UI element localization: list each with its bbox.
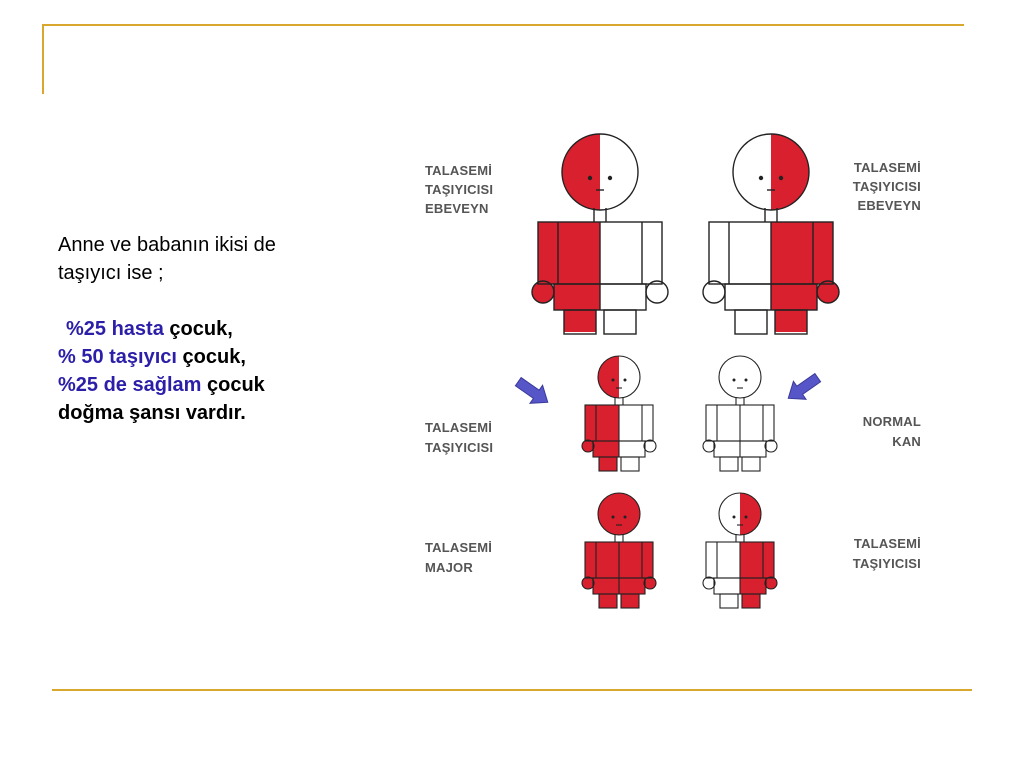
probability-healthy-value: %25 de sağlam — [58, 374, 202, 396]
frame-left-line — [42, 24, 44, 94]
label-parent-right — [853, 160, 921, 213]
probability-healthy-label: çocuk — [201, 374, 265, 396]
closing-text: doğma şansı vardır. — [58, 402, 246, 424]
label-parent-right-line-1: TALASEMİ — [853, 160, 921, 175]
label-child-normal — [863, 414, 921, 449]
parent-right-figure — [703, 134, 839, 334]
label-parent-left — [425, 163, 493, 216]
label-child-carrier-line-1: TALASEMİ — [425, 420, 493, 435]
label-child-carrier — [425, 420, 493, 455]
child-carrier-right-figure — [703, 493, 777, 608]
label-child-carrier-right-line-2: TAŞIYICISI — [852, 556, 921, 571]
probability-sick-value: %25 hasta — [66, 318, 164, 340]
frame-bottom-line — [52, 689, 972, 691]
label-parent-left-line-1: TALASEMİ — [425, 163, 493, 178]
child-carrier-figure — [582, 356, 656, 471]
intro-line-2: taşıyıcı ise ; — [58, 262, 164, 284]
label-child-major-line-1: TALASEMİ — [425, 540, 493, 555]
arrow-left-icon — [512, 373, 554, 412]
label-child-carrier-right-line-1: TALASEMİ — [853, 536, 921, 551]
child-major-figure — [582, 493, 656, 608]
child-normal-figure — [703, 356, 777, 471]
label-child-carrier-right — [853, 536, 921, 571]
probability-list — [58, 315, 378, 427]
explanation-text — [58, 231, 378, 427]
intro-text — [58, 231, 378, 287]
arrow-right-icon — [782, 369, 824, 408]
label-child-normal-line-2: KAN — [892, 434, 921, 449]
label-child-carrier-line-2: TAŞIYICISI — [425, 440, 494, 455]
probability-sick-label: çocuk, — [163, 318, 233, 340]
intro-line-1: Anne ve babanın ikisi de — [58, 234, 276, 256]
label-child-major — [425, 540, 492, 575]
frame-top-line — [42, 24, 964, 26]
label-child-normal-line-1: NORMAL — [862, 414, 921, 429]
probability-carrier-value: % 50 taşıyıcı — [58, 346, 177, 368]
label-parent-right-line-3: EBEVEYN — [857, 198, 921, 213]
inheritance-diagram — [405, 120, 935, 620]
label-child-major-line-2: MAJOR — [425, 560, 473, 575]
label-parent-left-line-3: EBEVEYN — [425, 201, 489, 216]
label-parent-right-line-2: TAŞIYICISI — [852, 179, 921, 194]
probability-carrier-label: çocuk, — [176, 346, 246, 368]
parent-left-figure — [532, 134, 668, 334]
probability-carrier — [58, 343, 378, 371]
label-parent-left-line-2: TAŞIYICISI — [425, 182, 494, 197]
probability-healthy — [58, 371, 378, 399]
probability-sick — [58, 315, 378, 343]
